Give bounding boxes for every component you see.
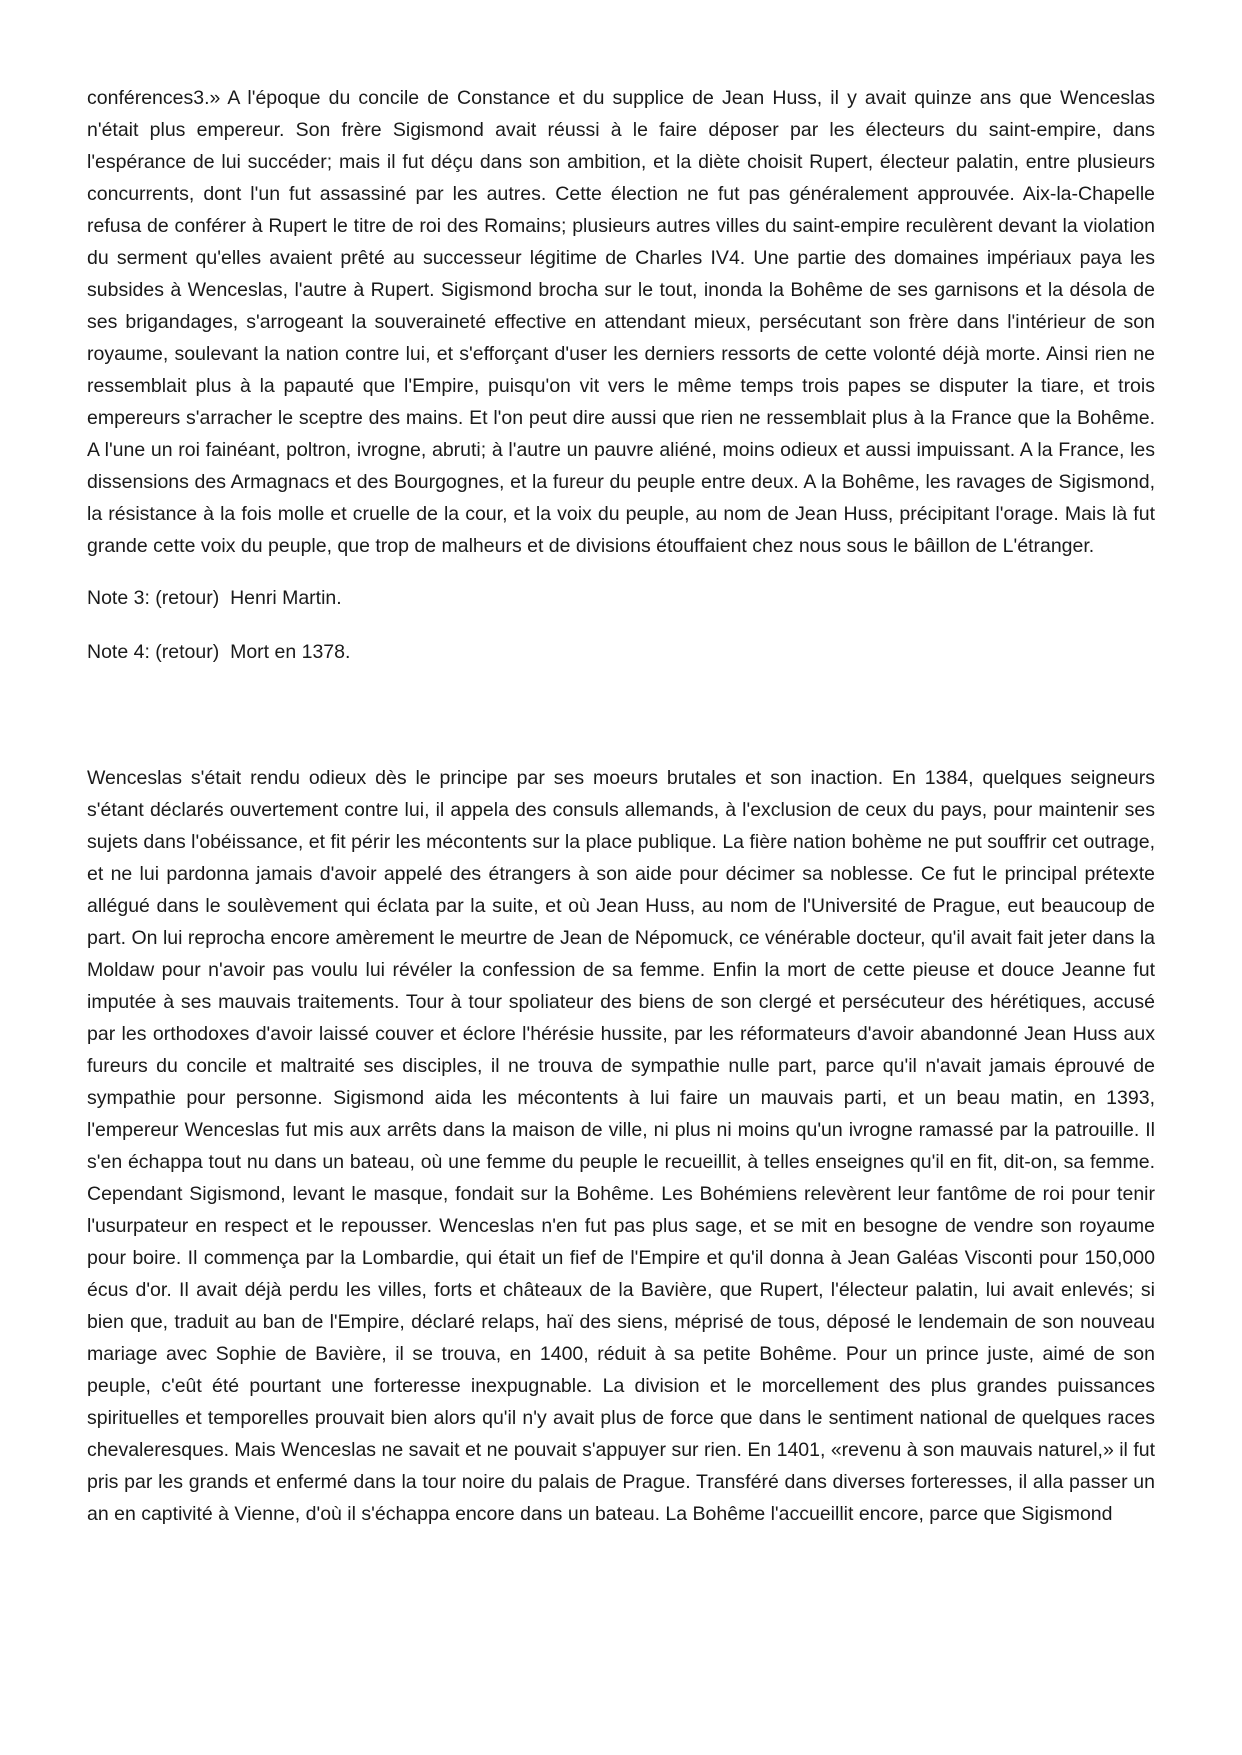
footnote-3-return-link[interactable]: (retour) [155, 587, 220, 609]
footnote-3-text: Henri Martin. [230, 587, 342, 609]
footnote-4-text: Mort en 1378. [230, 641, 351, 663]
paragraph-1: conférences3.» A l'époque du concile de Constance et du supplice de Jean Huss, il y avait quinze ans que Wenceslas n'était plus empereur. Son frère Sigismond avait réussi à le faire déposer par les électeurs du saint-empire, dans l'espérance de lui succéder; mais il fut déçu dans son ambition, et la diète choisit Rupert, électeur palatin, entre plusieurs concurrents, dont l'un fut assassiné par les autres. Cette élection ne fut pas généralement approuvée. Aix-la-Chapelle refusa de conférer à Rupert le titre de roi des Romains; plusieurs autres villes du saint-empire reculèrent devant la violation du serment qu'elles avaient prêté au successeur légitime de Charles IV4. Une partie des domaines impériaux paya les subsides à Wenceslas, l'autre à Rupert. Sigismond brocha sur le tout, inonda la Bohême de ses garnisons et la désola de ses brigandages, s'arrogeant la souveraineté effective en attendant mieux, persécutant son frère dans l'intérieur de son royaume, soulevant la nation contre lui, et s'efforçant d'user les derniers ressorts de cette volonté déjà morte. Ainsi rien ne ressemblait plus à la papauté que l'Empire, puisqu'on vit vers le même temps trois papes se disputer la tiare, et trois empereurs s'arracher le sceptre des mains. Et l'on peut dire aussi que rien ne ressemblait plus à la France que la Bohême. A l'une un roi fainéant, poltron, ivrogne, abruti; à l'autre un pauvre aliéné, moins odieux et aussi impuissant. A la France, les dissensions des Armagnacs et des Bourgognes, et la fureur du peuple entre deux. A la Bohême, les ravages de Sigismond, la résistance à la fois molle et cruelle de la cour, et la voix du peuple, au nom de Jean Huss, précipitant l'orage. Mais là fut grande cette voix du peuple, que trop de malheurs et de divisions étouffaient chez nous sous le bâillon de L'étranger. [87, 87, 1155, 557]
paragraph-2: Wenceslas s'était rendu odieux dès le principe par ses moeurs brutales et son inaction. En 1384, quelques seigneurs s'étant déclarés ouvertement contre lui, il appela des consuls allemands, à l'exclusion de ceux du pays, pour maintenir ses sujets dans l'obéissance, et fit périr les mécontents sur la place publique. La fière nation bohème ne put souffrir cet outrage, et ne lui pardonna jamais d'avoir appelé des étrangers à son aide pour décimer sa noblesse. Ce fut le principal prétexte allégué dans le soulèvement qui éclata par la suite, et où Jean Huss, au nom de l'Université de Prague, eut beaucoup de part. On lui reprocha encore amèrement le meurtre de Jean de Népomuck, ce vénérable docteur, qu'il avait fait jeter dans la Moldaw pour n'avoir pas voulu lui révéler la confession de sa femme. Enfin la mort de cette pieuse et douce Jeanne fut imputée à ses mauvais traitements. Tour à tour spoliateur des biens de son clergé et persécuteur des hérétiques, accusé par les orthodoxes d'avoir laissé couver et éclore l'hérésie hussite, par les réformateurs d'avoir abandonné Jean Huss aux fureurs du concile et maltraité ses disciples, il ne trouva de sympathie nulle part, parce qu'il n'avait jamais éprouvé de sympathie pour personne. Sigismond aida les mécontents à lui faire un mauvais parti, et un beau matin, en 1393, l'empereur Wenceslas fut mis aux arrêts dans la maison de ville, ni plus ni moins qu'un ivrogne ramassé par la patrouille. Il s'en échappa tout nu dans un bateau, où une femme du peuple le recueillit, à telles enseignes qu'il en fit, dit-on, sa femme. Cependant Sigismond, levant le masque, fondait sur la Bohême. Les Bohémiens relevèrent leur fantôme de roi pour tenir l'usurpateur en respect et le repousser. Wenceslas n'en fut pas plus sage, et se mit en besogne de vendre son royaume pour boire. Il commença par la Lombardie, qui était un fief de l'Empire et qu'il donna à Jean Galéas Visconti pour 150,000 écus d'or. Il avait déjà perdu les villes, forts et châteaux de la Bavière, que Rupert, l'électeur palatin, lui avait enlevés; si bien que, traduit au ban de l'Empire, déclaré relaps, haï des siens, méprisé de tous, déposé le lendemain de son nouveau mariage avec Sophie de Bavière, il se trouva, en 1400, réduit à sa petite Bohême. Pour un prince juste, aimé de son peuple, c'eût été pourtant une forteresse inexpugnable. La division et le morcellement des plus grandes puissances spirituelles et temporelles prouvait bien alors qu'il n'y avait plus de force que dans le sentiment national de quelques races chevaleresques. Mais Wenceslas ne savait et ne pouvait s'appuyer sur rien. En 1401, «revenu à son mauvais naturel,» il fut pris par les grands et enfermé dans la tour noire du palais de Prague. Transféré dans diverses forteresses, il alla passer un an en captivité à Vienne, d'où il s'échappa encore dans un bateau. La Bohême l'accueillit encore, parce que Sigismond [87, 767, 1155, 1525]
footnote-4 [87, 636, 1155, 668]
document-page [87, 82, 1155, 1530]
footnote-3 [87, 582, 1155, 614]
footnote-4-return-link[interactable]: (retour) [155, 641, 220, 663]
footnote-4-label: Note 4: [87, 641, 150, 663]
footnote-3-label: Note 3: [87, 587, 150, 609]
